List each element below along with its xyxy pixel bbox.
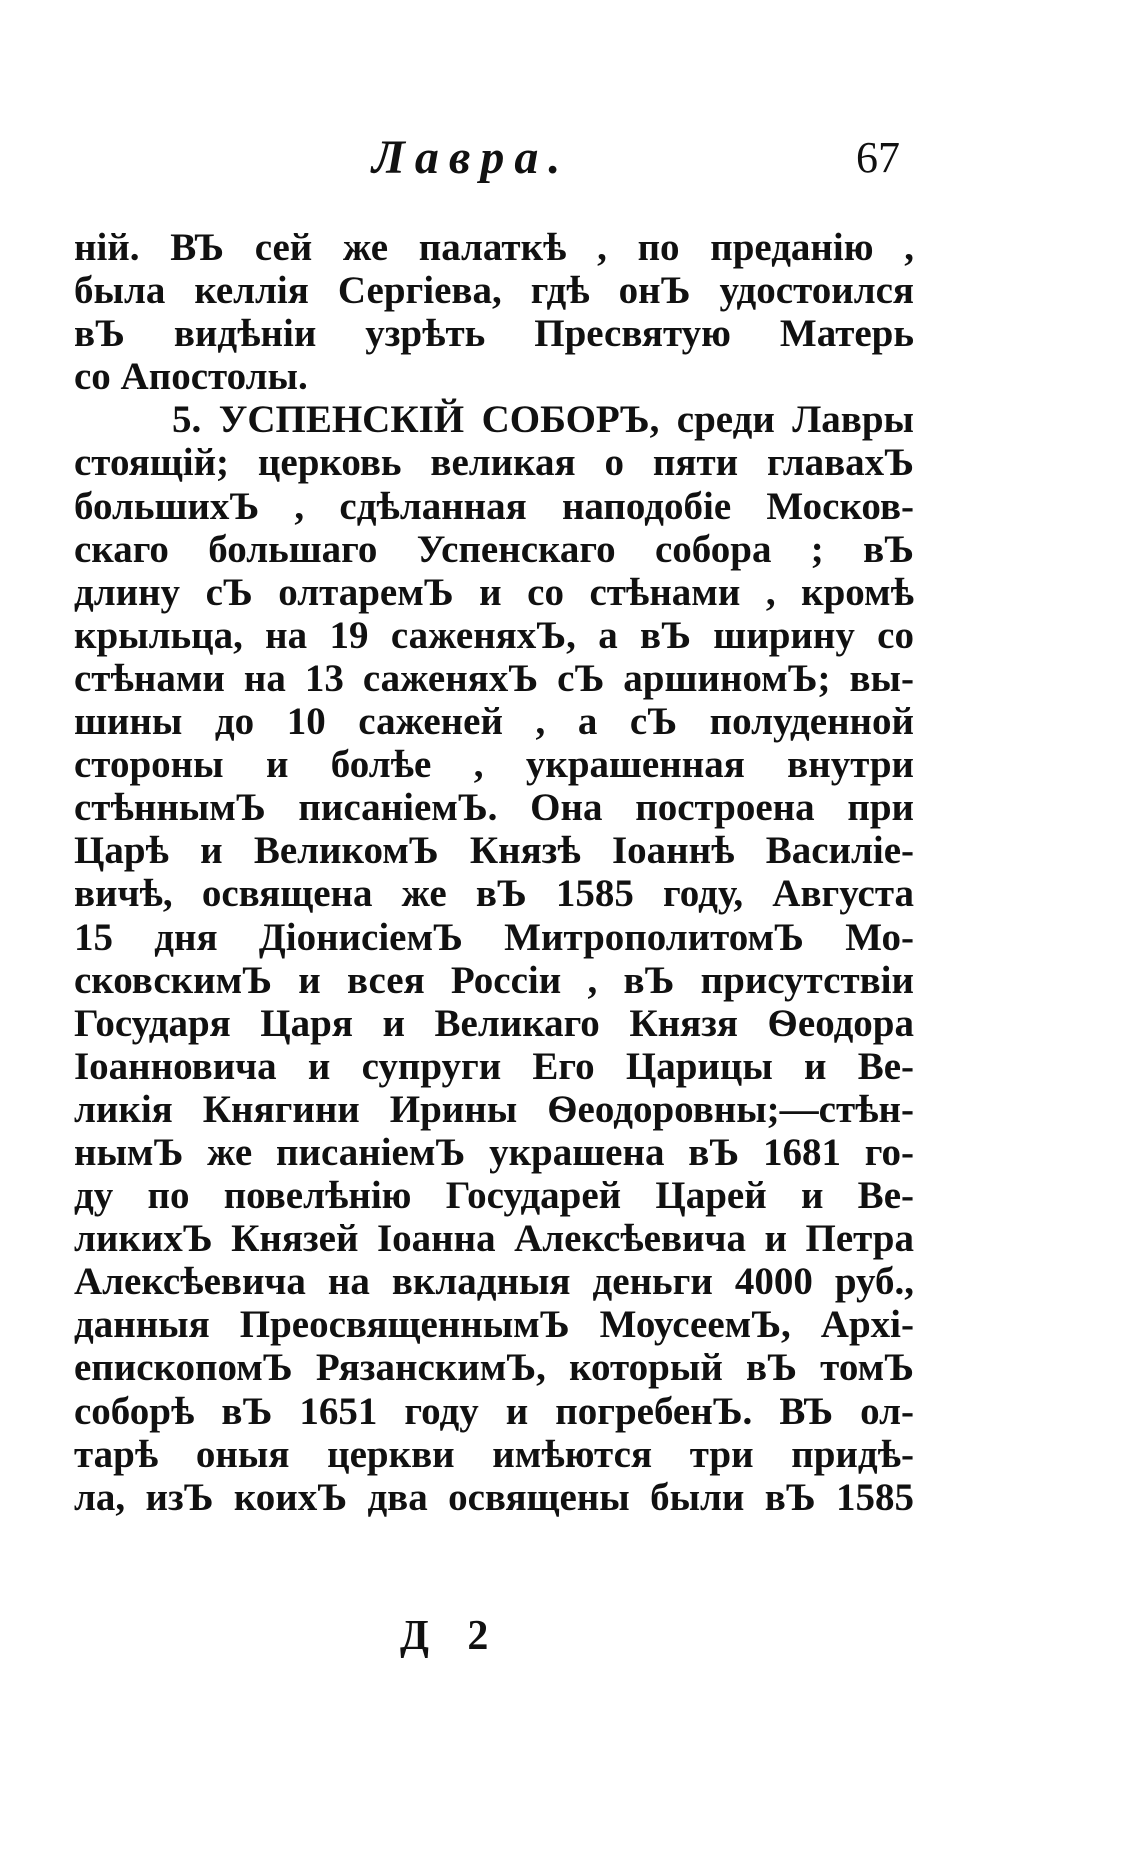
text-line: была келлія Сергіева, гдѣ онЪ удостоился [74,269,914,313]
text-line: соборѣ вЪ 1651 году и погребенЪ. ВЪ ол- [74,1389,914,1433]
page-header [74,128,914,188]
text-line: сковскимЪ и всея Россіи , вЪ присутствіи [74,958,914,1002]
page-footer [400,1608,600,1664]
text-line: вЪ видѣніи узрѣть Пресвятую Матерь [74,312,914,356]
text-line: данныя ПреосвященнымЪ МоусеемЪ, Архі- [74,1303,914,1347]
text-line: скаго большаго Успенскаго собора ; вЪ [74,527,914,571]
page-number: 67 [856,133,900,182]
running-title: Лавра. [372,131,571,184]
text-line: ликія Княгини Ирины Ѳеодоровны;—стѣн- [74,1087,914,1131]
signature-mark: Д 2 [400,1613,503,1659]
text-line: Алексѣевича на вкладныя деньги 4000 руб., [74,1260,914,1304]
text-line: стоящій; церковь великая о пяти главахЪ [74,441,914,485]
text-line: ній. ВЪ сей же палаткѣ , по преданію , [74,226,914,269]
text-line: 5. УСПЕНСКІЙ СОБОРЪ, среди Лавры [172,398,914,442]
text-line: со Апостолы. [74,355,308,399]
text-line: 15 дня ДіонисіемЪ МитрополитомЪ Мо- [74,915,914,959]
text-line: крыльца, на 19 саженяхЪ, а вЪ ширину со [74,613,914,657]
text-line: стѣннымЪ писаніемЪ. Она построена при [74,786,914,830]
text-line: стороны и болѣе , украшенная внутри [74,743,914,787]
text-line: ду по повелѣнію Государей Царей и Ве- [74,1174,914,1218]
text-line: епископомЪ РязанскимЪ, который вЪ томЪ [74,1346,914,1390]
text-line: ла, изЪ коихЪ два освящены были вЪ 1585 [74,1475,914,1519]
text-line: Государя Царя и Великаго Князя Ѳеодора [74,1001,914,1045]
text-line: большихЪ , сдѣланная наподобіе Москов- [74,484,914,528]
body-text [74,226,914,1519]
text-line: нымЪ же писаніемЪ украшена вЪ 1681 го- [74,1130,914,1174]
text-line: стѣнами на 13 саженяхЪ сЪ аршиномЪ; вы- [74,656,914,700]
text-line: ликихЪ Князей Іоанна Алексѣевича и Петра [74,1217,914,1261]
text-line: Іоанновича и супруги Его Царицы и Ве- [74,1044,914,1088]
text-line: тарѣ оныя церкви имѣются три придѣ- [74,1432,914,1476]
text-line: Царѣ и ВеликомЪ Князѣ Іоаннѣ Василіе- [74,829,914,873]
text-line: вичѣ, освящена же вЪ 1585 году, Августа [74,872,914,916]
text-line: длину сЪ олтаремЪ и со стѣнами , кромѣ [74,570,914,614]
text-line: шины до 10 саженей , а сЪ полуденной [74,700,914,744]
